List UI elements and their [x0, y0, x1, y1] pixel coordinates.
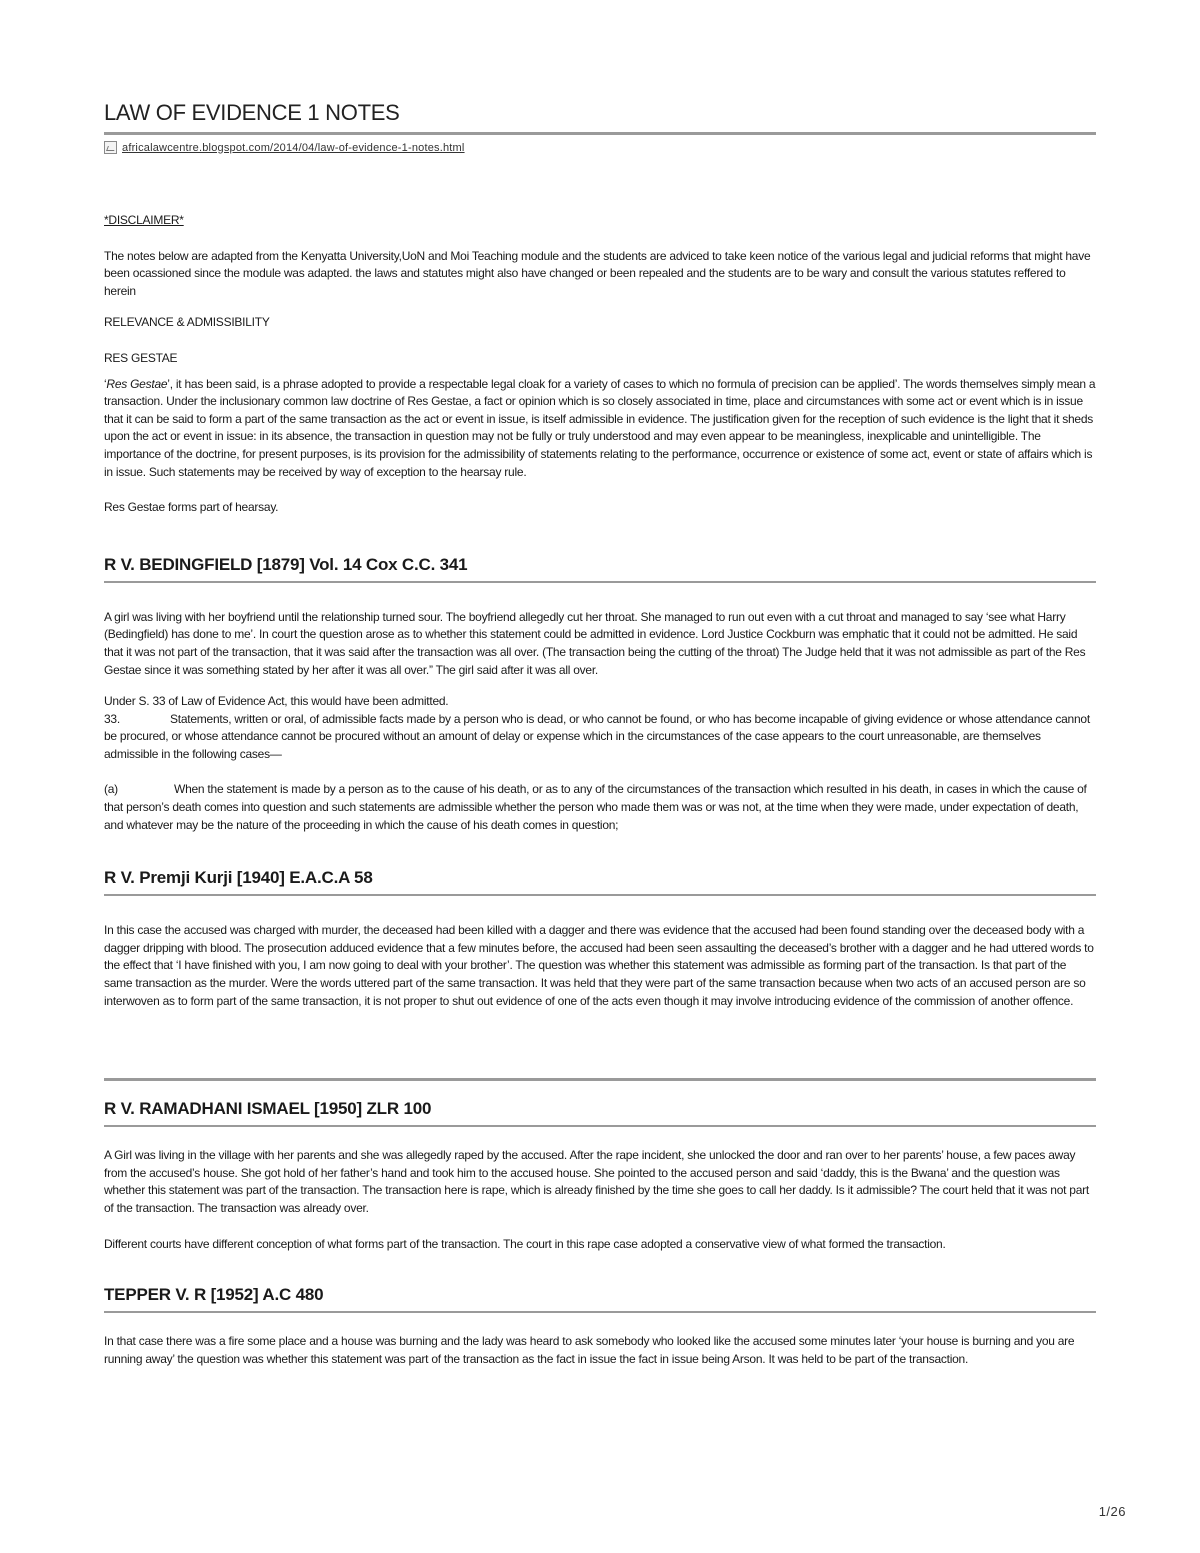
disclaimer-text: The notes below are adapted from the Kenyatta University,UoN and Moi Teaching module and the students are adviced to take keen notice of the various legal and judicial reforms that might have been ocassioned since the module was adapted. the laws and statutes might also have changed or been repealed and the students are to be wary and consult the various statutes reffered to herein: [104, 248, 1091, 298]
case-text-2: Different courts have different conception of what forms part of the transaction. The court in this rape case adopted a conservative view of what formed the transaction.: [104, 1236, 946, 1251]
case-section: [104, 1099, 1096, 1253]
page-number: 1/26: [1098, 1504, 1126, 1519]
res-gestae-quote-open: ‘: [104, 376, 107, 391]
case-text: In that case there was a fire some place and a house was burning and the lady was heard to ask somebody who looked like the accused some minutes later ‘your house is burning and you are running away’ the question was whether this statement was part of the transaction as the fact in issue the fact in issue being Arson. It was held to be part of the transaction.: [104, 1334, 1075, 1366]
res-gestae-paragraph: [104, 376, 1096, 482]
case-text: A girl was living with her boyfriend until the relationship turned sour. The boyfriend allegedly cut her throat. She managed to run out even with a cut throat and managed to say ‘see what Harry (Bedingfield) has done to me’. In court the question arose as to whether this statement could be admitted in evidence. Lord Justice Cockburn was emphatic that it could not be admitted. He said that it was not part of the transaction, that it was said after the transaction was all over. (The transaction being the cutting of the throat) The Judge held that it was not admissible as part of the Res Gestae since it was something stated by her after it was all over.” The girl said after it was all over.: [104, 609, 1086, 677]
disclaimer-heading: *DISCLAIMER*: [104, 213, 184, 227]
case-text: In this case the accused was charged with murder, the deceased had been killed with a dagger and there was evidence that the accused had been found standing over the deceased body with a dagger dripping with blood. The prosecution adduced evidence that a few minutes before, the accused had been seen assaulting the deceased’s brother with a dagger and he had uttered words to the effect that ‘I have finished with you, I am now going to deal with your brother’. The question was whether this statement was admissible as forming part of the transaction. Is that part of the same transaction as the murder. Were the words uttered part of the same transaction. It was held that they were part of the same transaction because when two acts of an accused person are so interwoven as to form part of the same transaction, it is not proper to shut out evidence of one of the acts even though it may involve introducing evidence of the commission of another offence.: [104, 923, 1094, 1008]
s33-paragraph: [104, 711, 1096, 764]
res-gestae-body: ’, it has been said, is a phrase adopted to provide a respectable legal cloak for a variety of cases to which no formula of precision can be applied’. The words themselves simply mean a transaction. Under the inclusionary common law doctrine of Res Gestae, a fact or opinion which is so closely associated in time, place and circumstances with some act or event which is in issue that it can be said to form a part of the same transaction as the act or event in issue, is itself admissible in evidence. The justification given for the reception of such evidence is the light that it sheds upon the act or event in issue: in its absence, the transaction in question may not be fully or truly understood and may even appear to be meaningless, inexplicable and unintelligible. The importance of the doctrine, for present purposes, is its provision for the admissibility of statements relating to the performance, occurrence or existence of some act, event or state of affairs which is in issue. Such statements may be received by way of exception to the hearsay rule.: [104, 376, 1096, 479]
page-title: LAW OF EVIDENCE 1 NOTES: [104, 100, 1096, 135]
broken-image-icon: [104, 141, 117, 154]
clause-a-text: When the statement is made by a person as to the cause of his death, or as to any of the circumstances of the transaction which resulted in his death, in cases in which the cause of that person’s death comes into question and such statements are admissible whether the person who made them was or was not, at the time when they were made, under expectation of death, and whatever may be the nature of the proceeding in which the cause of his death comes in question;: [104, 782, 1087, 832]
s33-text: Statements, written or oral, of admissible facts made by a person who is dead, or who cannot be found, or who has become incapable of giving evidence or whose attendance cannot be procured, or whose attendance cannot be procured without an amount of delay or expense which in the circumstances of the case appears to the court unreasonable, are themselves admissible in the following cases—: [104, 711, 1090, 761]
clause-a-paragraph: [104, 781, 1096, 834]
case-section: [104, 868, 1096, 1010]
document-page: [104, 100, 1096, 1368]
section-divider: [104, 1078, 1096, 1081]
res-gestae-note: Res Gestae forms part of hearsay.: [104, 500, 279, 515]
res-gestae-term: Res Gestae: [106, 376, 168, 391]
source-link-row: [104, 141, 1096, 154]
clause-a-number: (a): [104, 782, 118, 797]
case-heading: R V. RAMADHANI ISMAEL [1950] ZLR 100: [104, 1099, 1096, 1127]
case-heading: R V. Premji Kurji [1940] E.A.C.A 58: [104, 868, 1096, 896]
under-s33-text: Under S. 33 of Law of Evidence Act, this would have been admitted.: [104, 694, 449, 709]
s33-number: 33.: [104, 711, 120, 726]
case-section: [104, 555, 1096, 835]
case-heading: R V. BEDINGFIELD [1879] Vol. 14 Cox C.C. 341: [104, 555, 1096, 583]
subsection-heading: RES GESTAE: [104, 350, 178, 365]
case-heading: TEPPER V. R [1952] A.C 480: [104, 1285, 1096, 1313]
source-link[interactable]: africalawcentre.blogspot.com/2014/04/law-of-evidence-1-notes.html: [122, 141, 465, 154]
case-section: [104, 1285, 1096, 1368]
case-text: A Girl was living in the village with her parents and she was allegedly raped by the accused. After the rape incident, she unlocked the door and ran over to her parents’ house, a few paces away from the accused’s house. She got hold of her father’s hand and took him to the accused house. She pointed to the accused person and said ‘daddy, this is the Bwana’ and the question was whether this statement was part of the transaction. The transaction here is rape, which is already finished by the time she goes to call her daddy. Is it admissible? The court held that it was not part of the transaction. The transaction was already over.: [104, 1148, 1089, 1215]
section-heading: RELEVANCE & ADMISSIBILITY: [104, 315, 270, 330]
